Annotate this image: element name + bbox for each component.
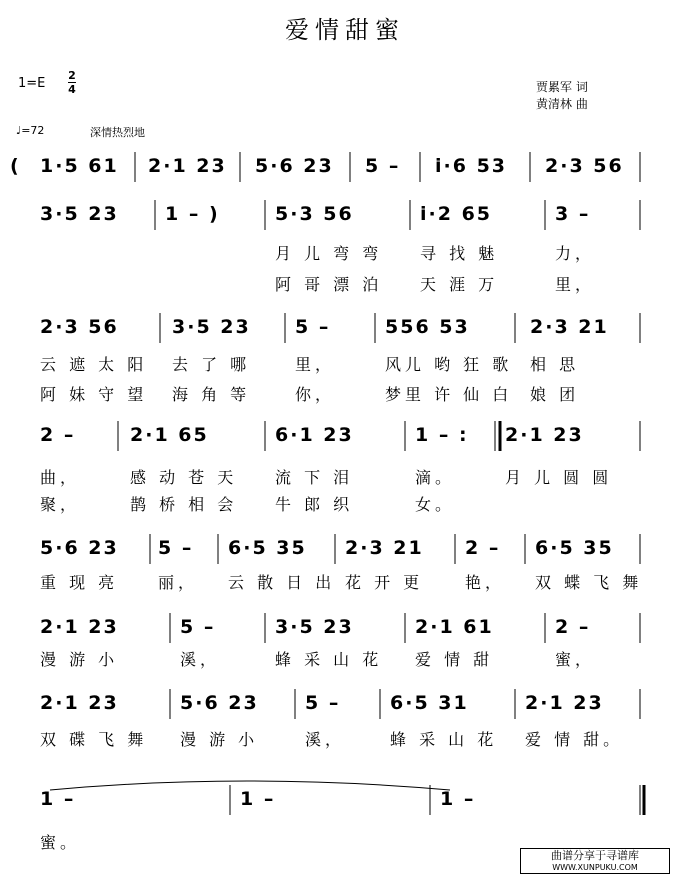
measure-notes: 5 – — [295, 316, 331, 338]
measure-notes: 2 – — [465, 537, 501, 559]
measure-notes: 6·5 35 — [535, 537, 614, 559]
measure-notes: 2·3 21 — [345, 537, 424, 559]
lyric-verse1: 蜂 采 山 花 — [275, 650, 383, 669]
measure-notes: 5 – — [158, 537, 194, 559]
measure-notes: 2·1 23 — [148, 155, 227, 177]
lyric-verse1: 漫 游 小 — [180, 730, 259, 749]
lyric-verse1: 里， — [295, 355, 336, 374]
measure-notes: 5·6 23 — [40, 537, 119, 559]
measure-notes: ( — [10, 155, 21, 177]
measure-notes: 6·5 31 — [390, 692, 469, 714]
tempo-marking: ♩=72 — [16, 124, 45, 137]
measure-notes: 2·3 56 — [40, 316, 119, 338]
measure-notes: 2·1 65 — [130, 424, 209, 446]
key-signature: 1=E — [18, 76, 46, 91]
tie-arc — [50, 781, 450, 790]
measure-notes: 5·6 23 — [255, 155, 334, 177]
time-signature — [68, 70, 76, 95]
measure-notes: 2 – — [40, 424, 76, 446]
lyric-verse1: 双 蝶 飞 舞 — [535, 573, 643, 592]
measure-notes: 2·3 56 — [545, 155, 624, 177]
measure-notes: 5·3 56 — [275, 203, 354, 225]
lyric-verse1: 蜜， — [555, 650, 596, 669]
lyric-verse1: 爱 情 甜。 — [525, 730, 624, 749]
lyric-verse2: 阿 哥 漂 泊 — [275, 275, 383, 294]
measure-notes: 5·6 23 — [180, 692, 259, 714]
time-sig-bottom: 4 — [68, 83, 76, 96]
lyricist-credit: 贾累军 词 — [536, 80, 588, 94]
measure-notes: 3·5 23 — [172, 316, 251, 338]
measure-notes: 2·3 21 — [530, 316, 609, 338]
lyric-verse2: 天 涯 万 — [420, 275, 499, 294]
measure-notes: 2·1 23 — [525, 692, 604, 714]
composer-credit: 黄清林 曲 — [536, 97, 588, 111]
lyric-verse1: 滴。 — [415, 468, 456, 487]
lyric-verse1: 风儿 哟 狂 歌 — [385, 355, 513, 374]
lyric-verse1: 漫 游 小 — [40, 650, 119, 669]
measure-notes: 2·1 23 — [40, 692, 119, 714]
lyric-verse2: 梦里 许 仙 白 — [385, 385, 513, 404]
measure-notes: 556 53 — [385, 316, 470, 338]
watermark-url: WWW.XUNPUKU.COM — [552, 863, 638, 872]
measure-notes: 1·5 61 — [40, 155, 119, 177]
measure-notes: 3·5 23 — [40, 203, 119, 225]
measure-notes: 3·5 23 — [275, 616, 354, 638]
measure-notes: 2·1 61 — [415, 616, 494, 638]
lyric-verse1: 溪， — [305, 730, 346, 749]
lyric-verse1: 蜂 采 山 花 — [390, 730, 498, 749]
lyric-verse2: 阿 妹 守 望 — [40, 385, 148, 404]
lyric-verse1: 云 散 日 出 — [228, 573, 336, 592]
measure-notes: 5 – — [180, 616, 216, 638]
lyric-verse1: 流 下 泪 — [275, 468, 354, 487]
measure-notes: 5 – — [365, 155, 401, 177]
measure-notes: 6·1 23 — [275, 424, 354, 446]
lyric-verse2: 海 角 等 — [172, 385, 251, 404]
lyric-verse2: 牛 郎 织 — [275, 495, 354, 514]
lyric-verse1: 重 现 亮 — [40, 573, 119, 592]
lyric-verse2: 里， — [555, 275, 596, 294]
measure-notes: 5 – — [305, 692, 341, 714]
lyric-verse1: 溪， — [180, 650, 221, 669]
watermark-box — [520, 848, 670, 874]
lyric-verse2: 娘 团 — [530, 385, 580, 404]
measure-notes: 2 – — [555, 616, 591, 638]
lyric-verse1: 丽， — [158, 573, 199, 592]
lyric-verse2: 女。 — [415, 495, 456, 514]
watermark-text: 曲谱分享于寻谱库 — [551, 849, 639, 862]
lyric-verse1: 花 开 更 — [345, 573, 424, 592]
lyric-verse1: 艳， — [465, 573, 506, 592]
lyric-verse1: 月 儿 圆 圆 — [505, 468, 613, 487]
measure-notes: 1 – — [240, 788, 276, 810]
measure-notes: 2·1 23 — [40, 616, 119, 638]
lyric-verse1: 蜜。 — [40, 833, 81, 852]
lyric-verse1: 云 遮 太 阳 — [40, 355, 148, 374]
lyric-verse1: 感 动 苍 天 — [130, 468, 238, 487]
measure-notes: 1 – — [440, 788, 476, 810]
lyric-verse1: 相 思 — [530, 355, 580, 374]
lyric-verse1: 月 儿 弯 弯 — [275, 244, 383, 263]
measure-notes: 1 – ) — [165, 203, 220, 225]
measure-notes: i·2 65 — [420, 203, 493, 225]
time-sig-top: 2 — [68, 69, 76, 82]
lyric-verse1: 双 碟 飞 舞 — [40, 730, 148, 749]
song-title: 爱情甜蜜 — [285, 16, 405, 44]
lyric-verse2: 鹊 桥 相 会 — [130, 495, 238, 514]
lyric-verse2: 聚， — [40, 495, 81, 514]
lyric-verse1: 爱 情 甜 — [415, 650, 494, 669]
measure-notes: i·6 53 — [435, 155, 508, 177]
measure-notes: 6·5 35 — [228, 537, 307, 559]
lyric-verse1: 力， — [555, 244, 596, 263]
lyric-verse1: 去 了 哪 — [172, 355, 251, 374]
lyric-verse1: 曲， — [40, 468, 81, 487]
measure-notes: 1 – : — [415, 424, 469, 446]
lyric-verse1: 寻 找 魅 — [420, 244, 499, 263]
lyric-verse2: 你， — [295, 385, 336, 404]
measure-notes: 1 – — [40, 788, 76, 810]
expression-marking: 深情热烈地 — [90, 126, 145, 139]
measure-notes: 3 – — [555, 203, 591, 225]
measure-notes: 2·1 23 — [505, 424, 584, 446]
